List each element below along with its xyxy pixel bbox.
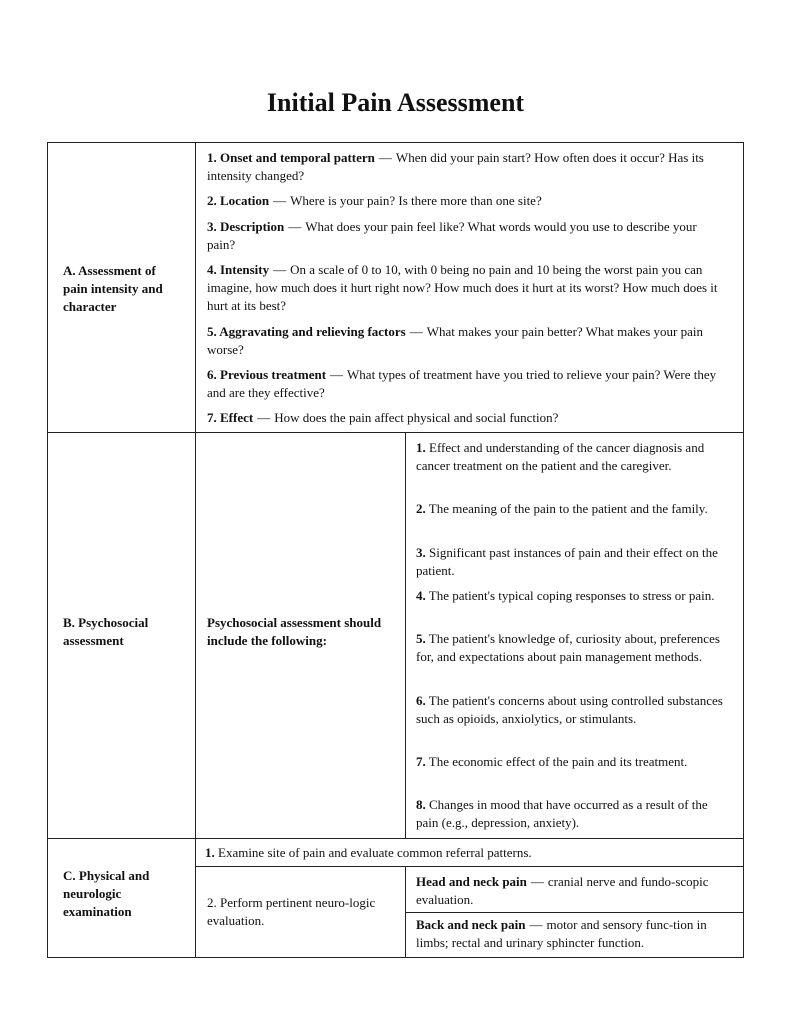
section-b-item-4 [416, 587, 732, 605]
item-heading: 2. Location [207, 193, 270, 208]
item-text: Effect and understanding of the cancer diagnosis and cancer treatment on the patient and the caregiver. [416, 440, 705, 473]
item-heading: Back and neck pain [416, 917, 526, 932]
item-number: 8. [416, 797, 426, 812]
item-question: What does your pain feel like? What words would you use to describe your pain? [207, 219, 697, 252]
section-b-intro: Psychosocial assessment should include the following: [207, 615, 382, 648]
item-question: What makes your pain better? What makes your pain worse? [207, 324, 704, 357]
section-a-item-6: 6. Previous treatment — What types of treatment have you tried to relieve your pain? Were they and are they effective? [207, 367, 717, 400]
section-b-label: B. Psychosocial assessment [63, 615, 149, 648]
item-text: The economic effect of the pain and its treatment. [428, 754, 688, 769]
section-b-item-1 [416, 439, 732, 475]
section-a-item-2: 2. Location — Where is your pain? Is there more than one site? [207, 193, 542, 208]
item-text: Changes in mood that have occurred as a result of the pain (e.g., depression, anxiety). [416, 797, 708, 830]
item-heading: 6. Previous treatment [207, 367, 327, 382]
item-text: Examine site of pain and evaluate common referral patterns. [218, 845, 532, 860]
item-heading: 4. Intensity [207, 262, 270, 277]
item-number: 2. [207, 895, 217, 910]
item-heading: Head and neck pain [416, 874, 527, 889]
item-number: 1. [205, 845, 215, 860]
section-a-label: A. Assessment of pain intensity and character [63, 263, 163, 314]
item-text: The patient's knowledge of, curiosity about, preferences for, and expectations about pain management methods. [416, 631, 720, 664]
item-text: motor and sensory func-tion in limbs; rectal and urinary sphincter function. [416, 917, 707, 950]
item-text: cranial nerve and fundo-scopic evaluation. [416, 874, 709, 907]
item-text: Perform pertinent neuro-logic evaluation. [207, 895, 376, 928]
section-c-label: C. Physical and neurologic examination [63, 868, 150, 919]
section-b-item-7 [416, 753, 732, 771]
item-text: The patient's typical coping responses to stress or pain. [428, 588, 715, 603]
item-number: 2. [416, 501, 426, 516]
item-text: The meaning of the pain to the patient and the family. [428, 501, 708, 516]
item-number: 6. [416, 693, 426, 708]
item-heading: 5. Aggravating and relieving factors [207, 324, 406, 339]
item-text: Significant past instances of pain and their effect on the patient. [416, 545, 718, 578]
item-question: When did your pain start? How often does it occur? Has its intensity changed? [207, 150, 704, 183]
item-number: 4. [416, 588, 426, 603]
section-a-item-5: 5. Aggravating and relieving factors — What makes your pain better? What makes your pain worse? [207, 324, 704, 357]
item-number: 1. [416, 440, 426, 455]
item-heading: 3. Description [207, 219, 285, 234]
item-heading: 1. Onset and temporal pattern [207, 150, 375, 165]
section-b-item-8 [416, 796, 732, 832]
section-b-item-3 [416, 544, 732, 580]
item-text: The patient's concerns about using controlled substances such as opioids, anxiolytics, or stimulants. [416, 693, 723, 726]
page-title: Initial Pain Assessment [266, 88, 525, 117]
section-c-item-1 [205, 844, 735, 862]
item-number: 7. [416, 754, 426, 769]
section-a-item-1: 1. Onset and temporal pattern — When did your pain start? How often does it occur? Has its intensity changed? [207, 150, 704, 183]
item-question: How does the pain affect physical and social function? [274, 410, 559, 425]
section-b-item-6 [416, 692, 732, 728]
item-question: Where is your pain? Is there more than one site? [290, 193, 542, 208]
section-b-item-2 [416, 500, 732, 518]
section-a-item-3: 3. Description — What does your pain feel like? What words would you use to describe your pain? [207, 219, 697, 252]
item-question: On a scale of 0 to 10, with 0 being no pain and 10 being the worst pain you can imagine, how much does it hurt right now? How much does it hurt at its worst? How much does it hurt at its best? [207, 262, 718, 313]
section-c-back-neck: Back and neck pain — motor and sensory func-tion in limbs; rectal and urinary sphincter function. [416, 917, 707, 950]
section-c-item-2 [207, 894, 382, 930]
section-c-head-neck: Head and neck pain — cranial nerve and fundo-scopic evaluation. [416, 874, 709, 907]
item-heading: 7. Effect [207, 410, 254, 425]
item-number: 3. [416, 545, 426, 560]
item-number: 5. [416, 631, 426, 646]
section-a-item-4: 4. Intensity — On a scale of 0 to 10, with 0 being no pain and 10 being the worst pain you can imagine, how much does it hurt right now? How much does it hurt at its worst? How much does it hurt at its best? [207, 262, 718, 313]
section-b-item-5 [416, 630, 732, 666]
item-question: What types of treatment have you tried to relieve your pain? Were they and are they effective? [207, 367, 717, 400]
section-a-item-7: 7. Effect — How does the pain affect physical and social function? [207, 410, 559, 425]
